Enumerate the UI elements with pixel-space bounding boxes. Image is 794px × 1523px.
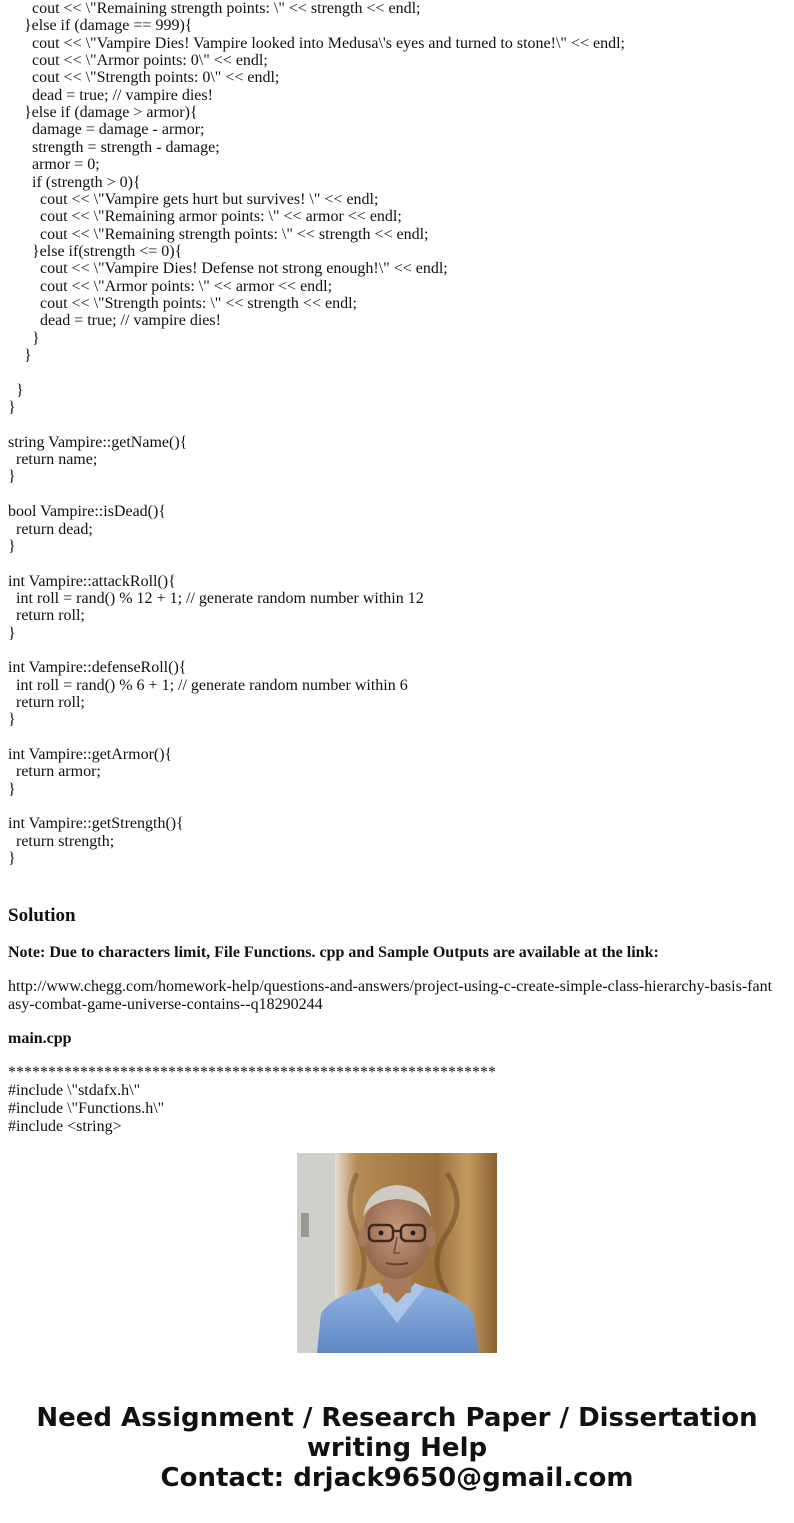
code-line: int roll = rand() % 12 + 1; // generate random number within 12	[8, 589, 424, 607]
code-line: cout << \"Armor points: 0\" << endl;	[8, 52, 268, 70]
solution-heading: Solution	[8, 905, 76, 926]
code-line: }else if (damage > armor){	[8, 104, 198, 122]
promo-contact: Contact: drjack9650@gmail.com	[160, 1463, 634, 1493]
code-line: return name;	[8, 451, 98, 469]
note-text: Note: Due to characters limit, File Functions. cpp and Sample Outputs are available at the link:	[8, 944, 659, 961]
file-title: main.cpp	[8, 1030, 72, 1047]
include-line: #include \"Functions.h\"	[8, 1100, 165, 1117]
code-line: }	[8, 537, 16, 555]
code-line: cout << \"Remaining armor points: \" << armor << endl;	[8, 208, 402, 226]
code-line: }	[8, 850, 16, 868]
code-line: int roll = rand() % 6 + 1; // generate random number within 6	[8, 676, 408, 694]
code-line: cout << \"Strength points: \" << strength << endl;	[8, 294, 357, 312]
code-line: }	[8, 347, 32, 364]
code-line: armor = 0;	[8, 156, 100, 174]
code-line: int Vampire::getStrength(){	[8, 815, 184, 833]
code-line: return dead;	[8, 520, 93, 538]
include-line: *************************************************************	[8, 1064, 496, 1081]
code-line: }else if(strength <= 0){	[8, 242, 183, 260]
code-line: bool Vampire::isDead(){	[8, 503, 167, 521]
code-line: }	[8, 711, 16, 729]
include-listing	[8, 1064, 788, 1135]
include-line: #include <string>	[8, 1118, 122, 1135]
solution-link: http://www.chegg.com/homework-help/questions-and-answers/project-using-c-create-simple-class-hierarchy-basis-fantasy-combat-game-universe-contains--q18290244	[8, 978, 773, 1013]
code-line: }	[8, 329, 40, 347]
code-line: }else if (damage == 999){	[8, 17, 193, 35]
include-line: #include \"stdafx.h\"	[8, 1082, 141, 1099]
code-line: }	[8, 780, 16, 798]
code-line: dead = true; // vampire dies!	[8, 312, 221, 330]
code-line: string Vampire::getName(){	[8, 433, 188, 451]
code-line: }	[8, 624, 16, 642]
code-line: damage = damage - armor;	[8, 121, 205, 139]
code-line: }	[8, 381, 24, 399]
code-line: int Vampire::defenseRoll(){	[8, 659, 187, 677]
code-line: cout << \"Vampire gets hurt but survives! \" << endl;	[8, 190, 379, 208]
code-line: int Vampire::attackRoll(){	[8, 572, 176, 590]
author-avatar	[297, 1153, 497, 1353]
code-line: }	[8, 468, 16, 486]
code-line: cout << \"Remaining strength points: \" << strength << endl;	[8, 225, 429, 243]
code-line: return strength;	[8, 832, 115, 850]
code-line: return armor;	[8, 763, 101, 781]
code-line: cout << \"Vampire Dies! Defense not strong enough!\" << endl;	[8, 260, 448, 278]
code-line: }	[8, 399, 16, 417]
code-line: cout << \"Remaining strength points: \" << strength << endl;	[8, 0, 421, 17]
code-line: strength = strength - damage;	[8, 138, 220, 156]
promo-line-2: writing Help	[306, 1433, 488, 1463]
code-line: return roll;	[8, 694, 85, 711]
code-line: if (strength > 0){	[8, 173, 141, 191]
promo-line-1: Need Assignment / Research Paper / Dissertation	[36, 1403, 758, 1433]
code-line: dead = true; // vampire dies!	[8, 86, 213, 104]
code-line: cout << \"Vampire Dies! Vampire looked into Medusa\'s eyes and turned to stone!\" << endl;	[8, 34, 625, 52]
portrait-image	[297, 1153, 497, 1353]
code-line: return roll;	[8, 607, 85, 625]
promo-banner	[20, 1403, 774, 1493]
code-line: cout << \"Strength points: 0\" << endl;	[8, 69, 280, 87]
code-line: cout << \"Armor points: \" << armor << endl;	[8, 277, 333, 295]
code-line: int Vampire::getArmor(){	[8, 746, 173, 764]
